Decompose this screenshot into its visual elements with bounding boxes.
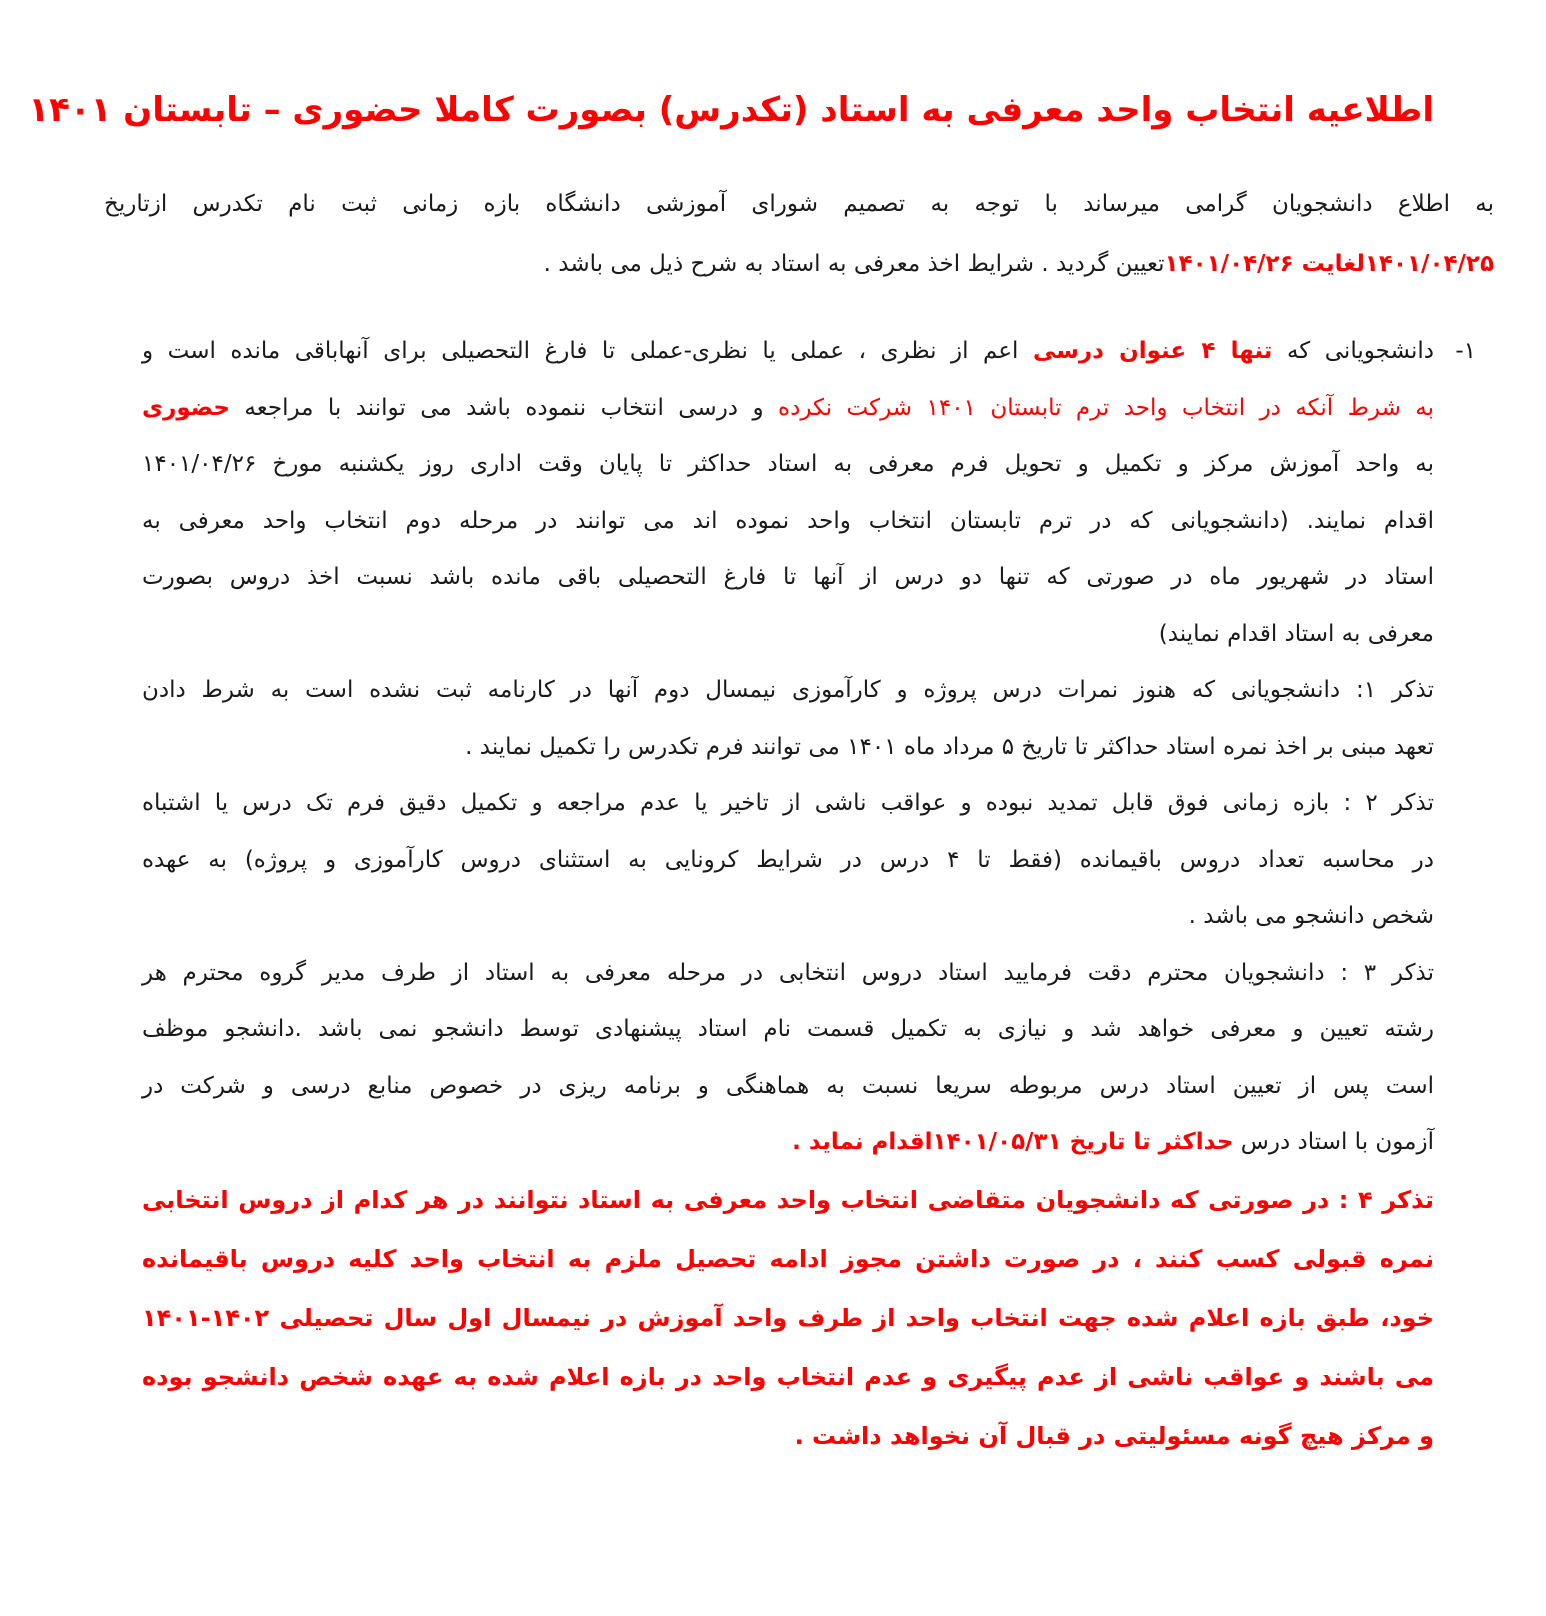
note4-line-2: نمره قبولی کسب کنند ، در صورت داشتن مجوز ادامه تحصیل ملزم به انتخاب واحد کلیه دروس باقیمانده [142,1244,1434,1273]
intro-line-2 [104,234,1494,294]
note2-line-3: شخص دانشجو می باشد . [1188,903,1434,929]
item1-c: و درسی انتخاب ننموده باشد می توانند با مراجعه [244,394,779,421]
item1-a: دانشجویانی که [1286,338,1435,364]
item1-line-3: به واحد آموزش مرکز و تکمیل و تحویل فرم معرفی به استاد حداکثر تا پایان وقت اداری روز یکشنبه مورخ ۱۴۰۱/۰۴/۲۶ [142,451,1434,477]
item1-condition: به شرط آنکه در انتخاب واحد ترم تابستان ۱۴۰۱ شرکت نکرده [778,394,1435,421]
intro-rest: تعیین گردید . شرایط اخذ معرفی به استاد به شرح ذیل می باشد . [543,251,1165,277]
registration-dates: ۱۴۰۱/۰۴/۲۵لغایت ۱۴۰۱/۰۴/۲۶ [1164,251,1494,277]
note2-line-2: در محاسبه تعداد دروس باقیمانده (فقط تا ۴ درس در شرایط کرونایی به استثنای دروس کارآموزی و پروژه) به عهده [142,846,1434,873]
item1-line-2 [142,380,1434,437]
note3-line-1: تذکر ۳ : دانشجویان محترم دقت فرمایید استاد دروس انتخابی در مرحله معرفی به استاد از طرف مدیر گروه محترم هر [142,959,1434,986]
item1-line-1 [142,323,1434,380]
item-number: ۱- [1455,338,1476,364]
announcement-body [142,323,1434,1466]
note3-line-2: رشته تعیین و معرفی خواهد شد و نیازی به تکمیل قسمت نام استاد پیشنهادی توسط دانشجو نمی باشد .دانشجو موظف [142,1016,1434,1042]
note4-line-5: و مرکز هیچ گونه مسئولیتی در قبال آن نخواهد داشت . [794,1421,1434,1450]
note4-line-3: خود، طبق بازه اعلام شده جهت انتخاب واحد از طرف واحد آموزش در نیمسال اول سال تحصیلی ۱۴۰۲-۱۴۰۱ [142,1303,1434,1332]
note3-d: آزمون با استاد درس [1240,1129,1434,1155]
note4-line-1: تذکر ۴ : در صورتی که دانشجویان متقاضی انتخاب واحد معرفی به استاد نتوانند در هر کدام از دروس انتخابی [142,1185,1434,1214]
page-title: اطلاعیه انتخاب واحد معرفی به استاد (تکدرس) بصورت کاملا حضوری – تابستان ۱۴۰۱ [28,90,1434,130]
intro-line-1: به اطلاع دانشجویان گرامی میرساند با توجه به تصمیم شورای آموزشی دانشگاه بازه زمانی ثبت نام تکدرس ازتاریخ [104,191,1494,217]
note2-line-1: تذکر ۲ : بازه زمانی فوق قابل تمدید نبوده و عواقب ناشی از تاخیر یا عدم مراجعه و تکمیل دقیق فرم تک درس یا اشتباه [142,790,1434,816]
item1-line-4: اقدام نمایند. (دانشجویانی که در ترم تابستان انتخاب واحد نموده اند می توانند در مرحله دوم انتخاب واحد معرفی به [142,507,1434,534]
item1-in-person: حضوری [142,394,230,421]
note1-line-2: تعهد مبنی بر اخذ نمره استاد حداکثر تا تاریخ ۵ مرداد ماه ۱۴۰۱ می توانند فرم تکدرس را تکمیل نمایند . [465,733,1434,760]
note3-line-3: است پس از تعیین استاد درس مربوطه سریعا نسبت به هماهنگی و برنامه ریزی در خصوص منابع درسی و شرکت در [142,1072,1434,1099]
note3-line-4 [142,1114,1434,1171]
item1-b: اعم از نظری ، عملی یا نظری-عملی تا فارغ التحصیلی برای آنهاباقی مانده است و [142,338,1019,364]
note3-deadline: حداکثر تا تاریخ ۱۴۰۱/۰۵/۳۱اقدام نماید . [792,1129,1234,1155]
note4-line-4: می باشند و عواقب ناشی از عدم پیگیری و عدم انتخاب واحد در بازه اعلام شده به عهده شخص دانشجو بوده [142,1362,1434,1391]
item1-line-6: معرفی به استاد اقدام نمایند) [1158,620,1434,647]
item1-highlight: تنها ۴ عنوان درسی [1032,338,1273,364]
note4-block [142,1171,1434,1466]
item1-line-5: استاد در شهریور ماه در صورتی که تنها دو درس از آنها تا فارغ التحصیلی باقی مانده باشد نسبت اخذ دروس بصورت [142,564,1434,590]
intro-paragraph [104,174,1494,294]
note1-line-1: تذکر ۱: دانشجویانی که هنوز نمرات درس پروژه و کارآموزی نیمسال دوم آنها در کارنامه ثبت نشده است به شرط دادن [142,677,1434,703]
